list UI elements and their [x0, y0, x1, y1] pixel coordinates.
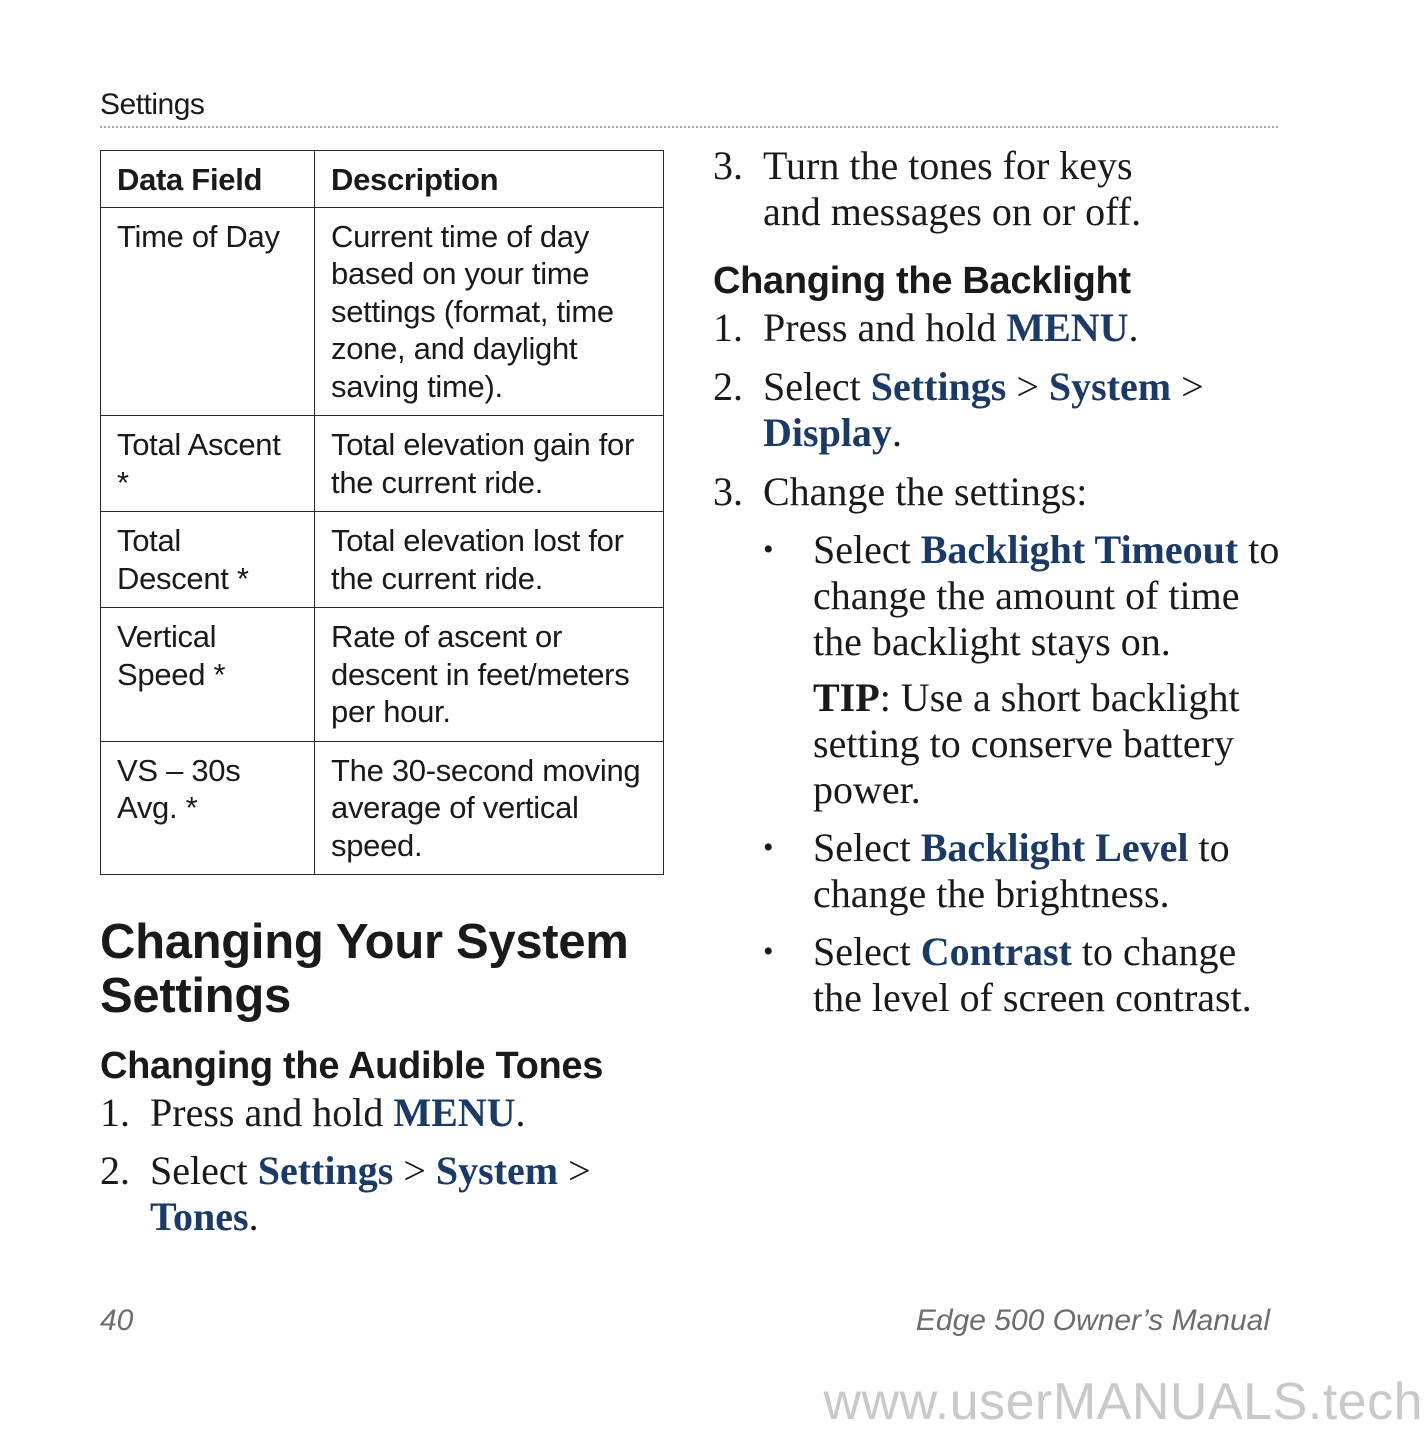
manual-title: Edge 500 Owner’s Manual	[915, 1304, 1270, 1337]
audible-tones-heading: Changing the Audible Tones	[100, 1045, 604, 1087]
field-cell: VS – 30s Avg. *	[101, 741, 315, 875]
watermark: www.userMANUALS.tech	[823, 1373, 1423, 1431]
description-cell: Total elevation lost for the current ride.	[315, 512, 664, 608]
backlight-timeout-command: Backlight Timeout	[920, 527, 1239, 572]
list-item	[713, 469, 1313, 515]
step-text: Turn the tones for keys and messages on or off.	[763, 143, 1142, 234]
system-command: System	[435, 1148, 559, 1193]
table-row	[101, 512, 664, 608]
description-cell: Rate of ascent or descent in feet/meters per hour.	[315, 608, 664, 742]
step-text: Change the settings:	[763, 469, 1088, 514]
section-heading: Changing Your System Settings	[100, 915, 629, 1023]
settings-command: Settings	[257, 1148, 394, 1193]
list-item	[100, 1148, 700, 1240]
column-header: Data Field	[101, 151, 315, 208]
list-item	[713, 143, 1313, 235]
header-divider	[100, 126, 1278, 128]
step-text: Select	[763, 364, 871, 409]
table-row	[101, 416, 664, 512]
bullet-text: Select	[813, 527, 921, 572]
backlight-steps	[713, 305, 1313, 528]
step-text: Press and hold	[763, 305, 1007, 350]
field-cell: Time of Day	[101, 207, 315, 416]
bullet: •	[763, 533, 774, 566]
bullet: •	[763, 935, 774, 968]
list-item	[100, 1090, 700, 1136]
step-number: 3.	[713, 469, 743, 514]
bullet-text: to change the level of screen contrast.	[813, 929, 1252, 1020]
list-item	[763, 825, 1283, 917]
list-item	[763, 929, 1283, 1021]
tip-label: TIP	[813, 675, 880, 720]
settings-command: Settings	[870, 364, 1007, 409]
menu-key: MENU	[393, 1090, 516, 1135]
separator: >	[1171, 364, 1204, 409]
bullet-text: Select	[813, 929, 921, 974]
system-command: System	[1048, 364, 1172, 409]
section-header: Settings	[100, 88, 205, 121]
table-row	[101, 207, 664, 416]
field-cell: Vertical Speed *	[101, 608, 315, 742]
column-header: Description	[315, 151, 664, 208]
separator: >	[393, 1148, 436, 1193]
field-cell: Total Ascent *	[101, 416, 315, 512]
description-cell: The 30-second moving average of vertical speed.	[315, 741, 664, 875]
audible-tones-steps-continued	[713, 143, 1313, 235]
bullet-text: Select	[813, 825, 921, 870]
description-cell: Total elevation gain for the current ride.	[315, 416, 664, 512]
page-number: 40	[100, 1304, 134, 1337]
table-header-row	[101, 151, 664, 208]
table-row	[101, 608, 664, 742]
backlight-level-command: Backlight Level	[920, 825, 1189, 870]
menu-key: MENU	[1006, 305, 1129, 350]
separator: >	[1006, 364, 1049, 409]
tones-command: Tones	[150, 1194, 249, 1239]
bullet-text: to change the brightness.	[813, 825, 1230, 916]
step-number: 3.	[713, 143, 743, 188]
step-end: .	[248, 1194, 259, 1239]
description-cell: Current time of day based on your time settings (format, time zone, and daylight saving time).	[315, 207, 664, 416]
bullet-text: to change the amount of time the backlight stays on.	[813, 527, 1280, 664]
audible-tones-steps	[100, 1090, 700, 1252]
step-text: Press and hold	[150, 1090, 394, 1135]
list-item	[763, 527, 1283, 813]
display-command: Display	[763, 410, 892, 455]
tip-note	[813, 675, 1283, 813]
separator: >	[558, 1148, 591, 1193]
field-cell: Total Descent *	[101, 512, 315, 608]
data-fields-table	[100, 150, 664, 875]
list-item	[713, 305, 1313, 351]
tip-text: : Use a short backlight setting to conserve battery power.	[813, 675, 1240, 812]
step-end: .	[515, 1090, 526, 1135]
step-end: .	[1128, 305, 1139, 350]
backlight-options-list	[763, 527, 1283, 1033]
step-number: 2.	[713, 364, 743, 409]
list-item	[713, 364, 1213, 456]
bullet: •	[763, 831, 774, 864]
step-number: 1.	[100, 1090, 130, 1135]
step-number: 2.	[100, 1148, 130, 1193]
contrast-command: Contrast	[920, 929, 1072, 974]
table-row	[101, 741, 664, 875]
step-text: Select	[150, 1148, 258, 1193]
backlight-heading: Changing the Backlight	[713, 260, 1131, 302]
step-number: 1.	[713, 305, 743, 350]
step-end: .	[891, 410, 902, 455]
